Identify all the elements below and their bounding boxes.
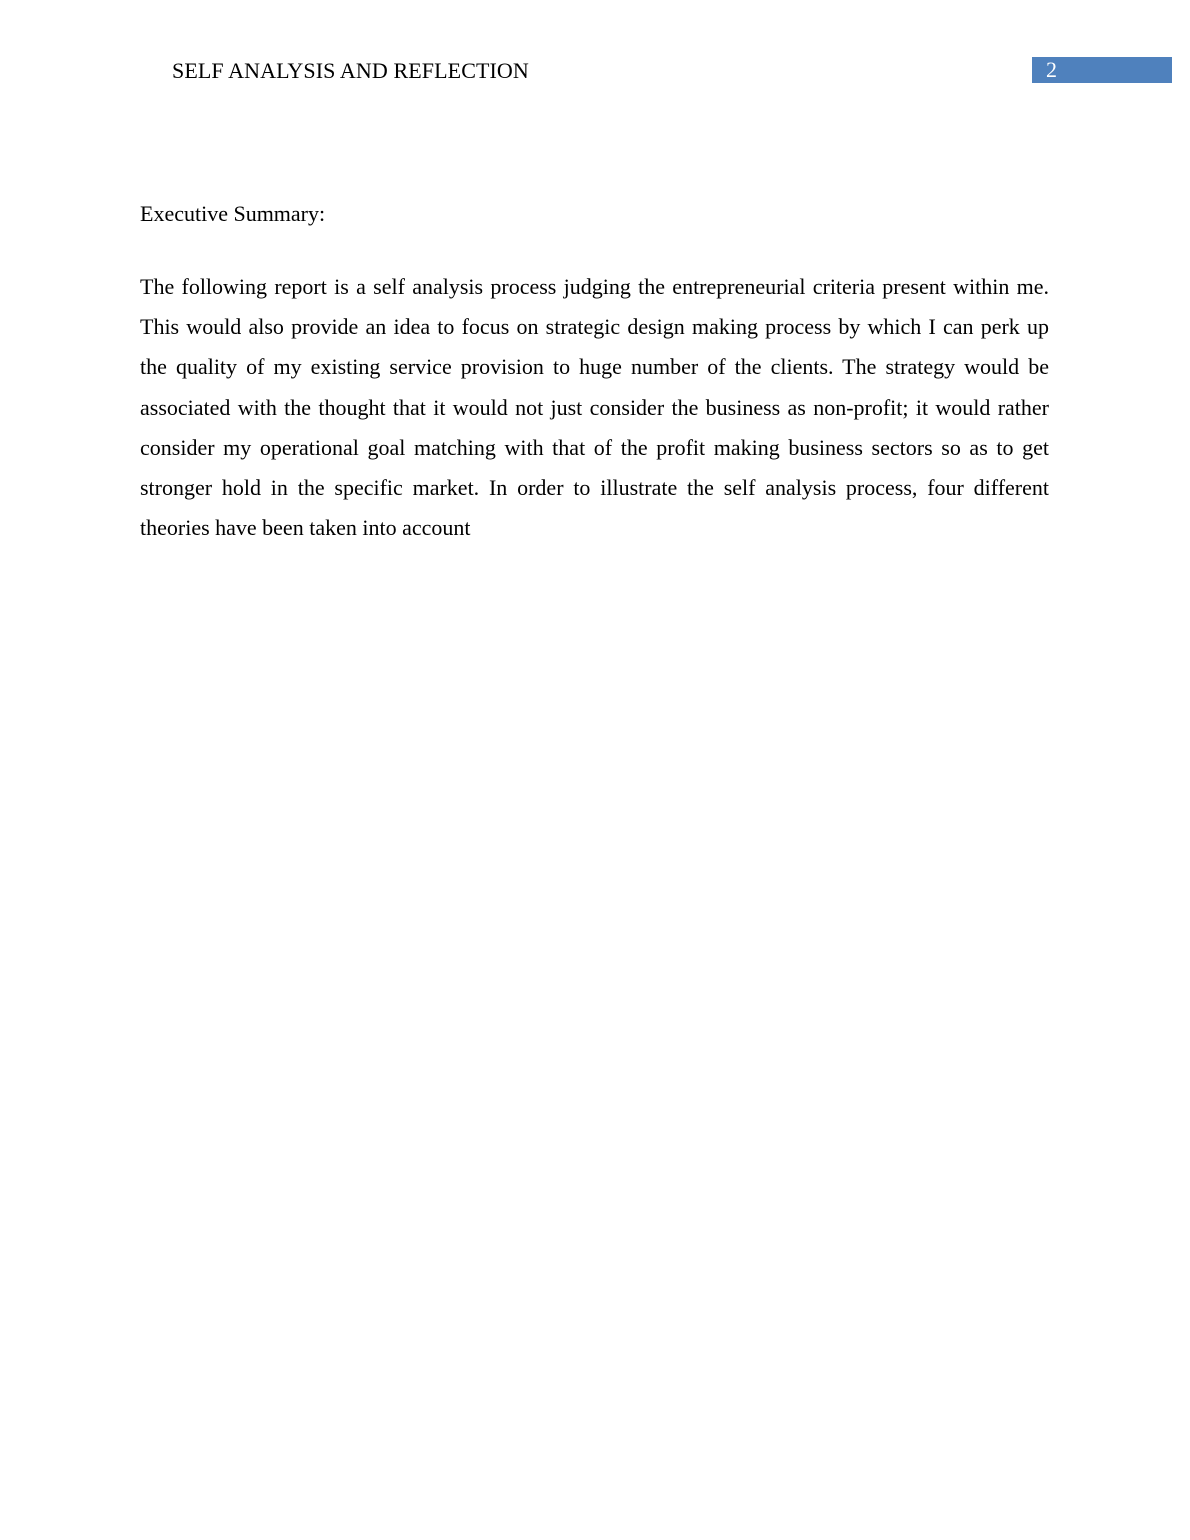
running-head: SELF ANALYSIS AND REFLECTION <box>172 58 529 83</box>
page-number: 2 <box>1046 57 1057 82</box>
section-heading: Executive Summary: <box>140 201 326 226</box>
page-number-badge <box>1032 57 1172 83</box>
body-paragraph: The following report is a self analysis process judging the entrepreneurial criteria present within me. This would also provide an idea to focus on strategic design making process by which I can perk up the quality of my existing service provision to huge number of the clients. The strategy would be associated with the thought that it would not just consider the business as non-profit; it would rather consider my operational goal matching with that of the profit making business sectors so as to get stronger hold in the specific market. In order to illustrate the self analysis process, four different theories have been taken into account <box>140 274 1049 541</box>
